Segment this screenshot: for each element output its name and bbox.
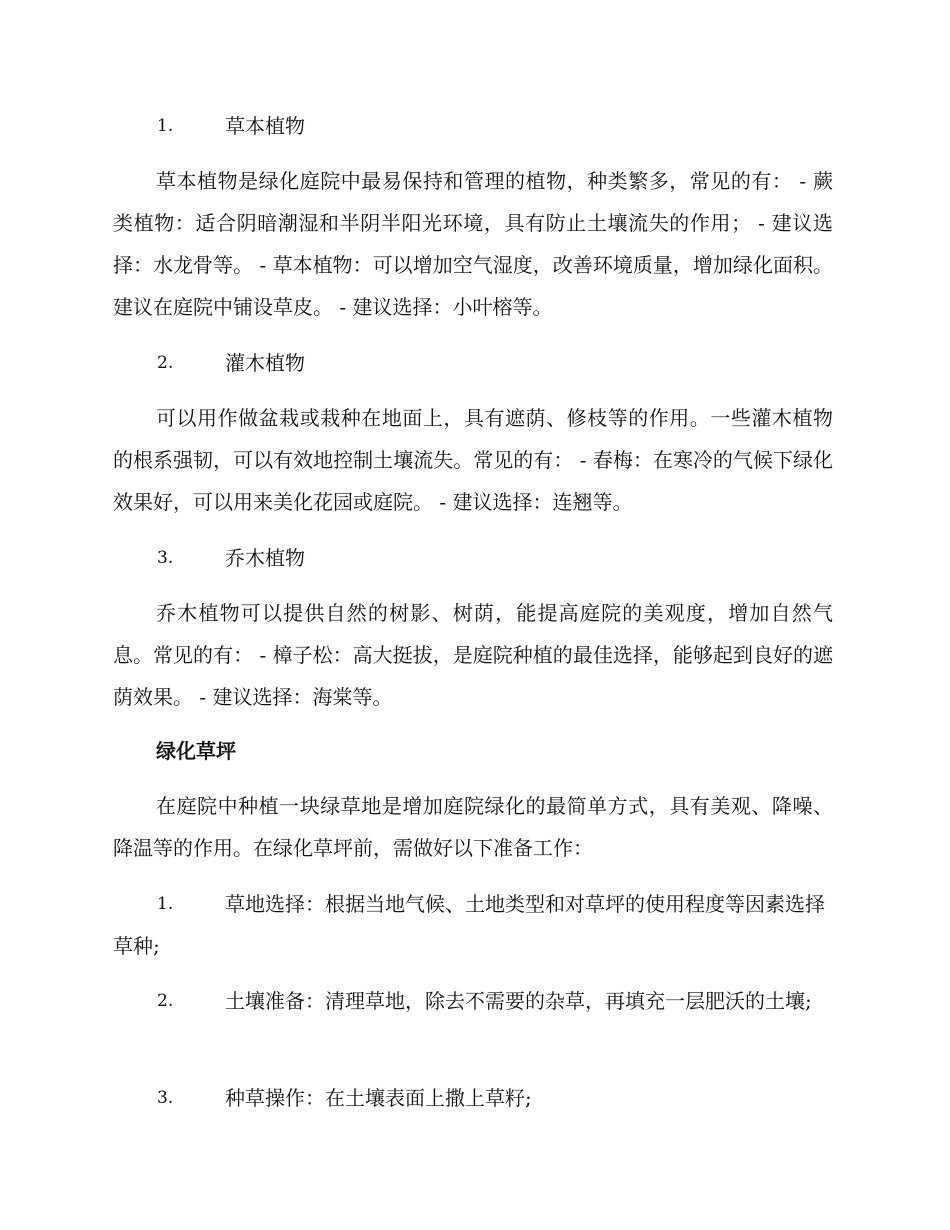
list-text: 草地选择：根据当地气候、土地类型和对草坪的使用程度等因素选择草种; bbox=[113, 892, 825, 958]
section-title-1 bbox=[113, 105, 833, 147]
lawn-step-2 bbox=[113, 980, 833, 1022]
lawn-heading: 绿化草坪 bbox=[156, 739, 236, 763]
section-body-1: 草本植物是绿化庭院中最易保持和管理的植物，种类繁多，常见的有： - 蕨类植物：适合阴暗潮湿和半阴半阳光环境，具有防止土壤流失的作用； - 建议选择：水龙骨等。 - 草本植物：可以增加空气湿度，改善环境质量，增加绿化面积。建议在庭院中铺设草皮。 - 建议选择：小叶榕等。 bbox=[113, 169, 833, 319]
list-number: 3. bbox=[157, 1088, 174, 1108]
list-number: 3. bbox=[157, 548, 174, 568]
list-title: 乔木植物 bbox=[225, 546, 305, 570]
list-title: 灌木植物 bbox=[225, 351, 305, 375]
section-body-2: 可以用作做盆栽或栽种在地面上，具有遮荫、修枝等的作用。一些灌木植物的根系强韧，可以有效地控制土壤流失。常见的有： - 春梅：在寒冷的气候下绿化效果好，可以用来美化花园或庭院。 - 建议选择：连翘等。 bbox=[113, 406, 833, 514]
section-title-2 bbox=[113, 342, 833, 384]
lawn-intro: 在庭院中种植一块绿草地是增加庭院绿化的最简单方式，具有美观、降噪、降温等的作用。在绿化草坪前，需做好以下准备工作： bbox=[113, 794, 833, 860]
list-number: 1. bbox=[157, 894, 174, 914]
section-title-3 bbox=[113, 537, 833, 579]
section-body-3: 乔木植物可以提供自然的树影、树荫，能提高庭院的美观度，增加自然气息。常见的有： - 樟子松：高大挺拔，是庭院种植的最佳选择，能够起到良好的遮荫效果。 - 建议选择：海棠等。 bbox=[113, 601, 833, 709]
list-text: 种草操作：在土壤表面上撒上草籽; bbox=[225, 1086, 532, 1110]
lawn-step-1 bbox=[113, 883, 833, 967]
lawn-step-3 bbox=[113, 1077, 833, 1119]
list-number: 1. bbox=[157, 116, 174, 136]
list-number: 2. bbox=[157, 353, 174, 373]
list-title: 草本植物 bbox=[225, 114, 305, 138]
list-number: 2. bbox=[157, 991, 174, 1011]
list-text: 土壤准备：清理草地，除去不需要的杂草，再填充一层肥沃的土壤; bbox=[225, 989, 812, 1013]
